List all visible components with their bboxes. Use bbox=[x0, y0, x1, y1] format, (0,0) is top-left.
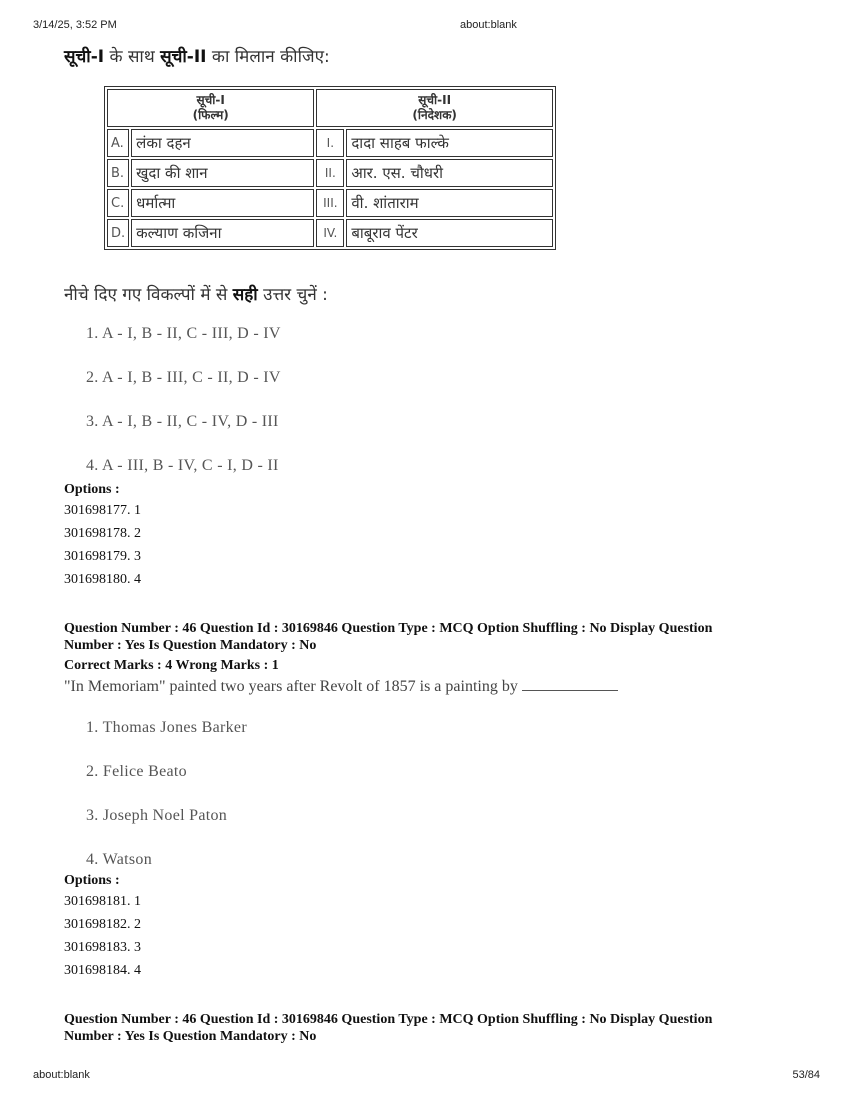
print-page-number: 53/84 bbox=[792, 1069, 820, 1081]
q2-choice-1: 1. Thomas Jones Barker bbox=[86, 719, 247, 736]
q2-question bbox=[64, 678, 618, 696]
table-row bbox=[107, 159, 553, 187]
q2-option-id-4: 301698184. 4 bbox=[64, 963, 141, 978]
q1-instruction bbox=[64, 44, 330, 67]
row-value-right: वी. शांताराम bbox=[346, 189, 553, 217]
table-header-row bbox=[107, 89, 553, 127]
q1-option-id-1: 301698177. 1 bbox=[64, 503, 141, 518]
q1-choice-1: 1. A - I, B - II, C - III, D - IV bbox=[86, 325, 281, 342]
q1-prompt-part: नीचे दिए गए विकल्पों में से bbox=[64, 285, 233, 305]
q2-meta-line-2: Number : Yes Is Question Mandatory : No bbox=[64, 638, 317, 653]
table-row bbox=[107, 189, 553, 217]
q2-option-id-3: 301698183. 3 bbox=[64, 940, 141, 955]
print-header bbox=[0, 19, 850, 33]
list-1-subtitle: (फिल्म) bbox=[192, 108, 229, 122]
q3-meta-line-1: Question Number : 46 Question Id : 30169846 Question Type : MCQ Option Shuffling : No Display Question bbox=[64, 1012, 713, 1027]
row-value-right: दादा साहब फाल्के bbox=[346, 129, 553, 157]
answer-blank bbox=[522, 678, 618, 691]
q2-choice-4: 4. Watson bbox=[86, 851, 153, 868]
print-datetime: 3/14/25, 3:52 PM bbox=[33, 19, 117, 31]
row-key-right: I. bbox=[316, 129, 344, 157]
q3-meta-line-2: Number : Yes Is Question Mandatory : No bbox=[64, 1029, 317, 1044]
table-row bbox=[107, 219, 553, 247]
matching-table bbox=[104, 86, 556, 250]
q1-instruction-part: के साथ bbox=[104, 47, 161, 67]
q2-choice-2: 2. Felice Beato bbox=[86, 763, 187, 780]
row-value-left: कल्याण कजिना bbox=[131, 219, 314, 247]
row-key-right: III. bbox=[316, 189, 344, 217]
row-value-right: बाबूराव पेंटर bbox=[346, 219, 553, 247]
q1-choice-4: 4. A - III, B - IV, C - I, D - II bbox=[86, 457, 279, 474]
q1-instruction-part: का मिलान कीजिए: bbox=[206, 47, 330, 67]
row-key-right: II. bbox=[316, 159, 344, 187]
list-1-header bbox=[107, 89, 314, 127]
row-key-left: B. bbox=[107, 159, 129, 187]
row-value-left: लंका दहन bbox=[131, 129, 314, 157]
print-page-title: about:blank bbox=[460, 19, 517, 31]
q2-choice-3: 3. Joseph Noel Paton bbox=[86, 807, 228, 824]
q1-instruction-part: I bbox=[97, 47, 105, 67]
list-2-header bbox=[316, 89, 553, 127]
print-footer bbox=[0, 1069, 850, 1083]
row-key-right: IV. bbox=[316, 219, 344, 247]
q2-meta-line-1: Question Number : 46 Question Id : 30169846 Question Type : MCQ Option Shuffling : No Display Question bbox=[64, 621, 713, 636]
q1-choice-2: 2. A - I, B - III, C - II, D - IV bbox=[86, 369, 281, 386]
row-key-left: C. bbox=[107, 189, 129, 217]
list-2-subtitle: (निदेशक) bbox=[412, 108, 457, 122]
q1-prompt-part: सही bbox=[232, 285, 258, 305]
q3-meta bbox=[64, 1011, 794, 1045]
row-value-left: धर्मात्मा bbox=[131, 189, 314, 217]
q1-option-id-4: 301698180. 4 bbox=[64, 572, 141, 587]
row-value-right: आर. एस. चौधरी bbox=[346, 159, 553, 187]
q1-instruction-part: सूची-II bbox=[160, 47, 207, 67]
q1-option-id-3: 301698179. 3 bbox=[64, 549, 141, 564]
q2-meta bbox=[64, 620, 794, 654]
q2-option-id-2: 301698182. 2 bbox=[64, 917, 141, 932]
q1-choice-3: 3. A - I, B - II, C - IV, D - III bbox=[86, 413, 279, 430]
q1-prompt bbox=[64, 282, 328, 305]
print-footer-url: about:blank bbox=[33, 1069, 90, 1081]
q1-prompt-part: उत्तर चुनें : bbox=[257, 285, 328, 305]
row-value-left: खुदा की शान bbox=[131, 159, 314, 187]
row-key-left: A. bbox=[107, 129, 129, 157]
list-2-title: सूची-II bbox=[418, 93, 452, 107]
q1-option-id-2: 301698178. 2 bbox=[64, 526, 141, 541]
list-1-title: सूची-I bbox=[196, 93, 225, 107]
q2-marks: Correct Marks : 4 Wrong Marks : 1 bbox=[64, 658, 279, 673]
q1-options-label: Options : bbox=[64, 482, 120, 497]
q2-question-text: "In Memoriam" painted two years after Revolt of 1857 is a painting by bbox=[64, 678, 518, 695]
q1-instruction-part: सूची- bbox=[64, 47, 98, 67]
q2-options-label: Options : bbox=[64, 873, 120, 888]
table-row bbox=[107, 129, 553, 157]
row-key-left: D. bbox=[107, 219, 129, 247]
q2-option-id-1: 301698181. 1 bbox=[64, 894, 141, 909]
